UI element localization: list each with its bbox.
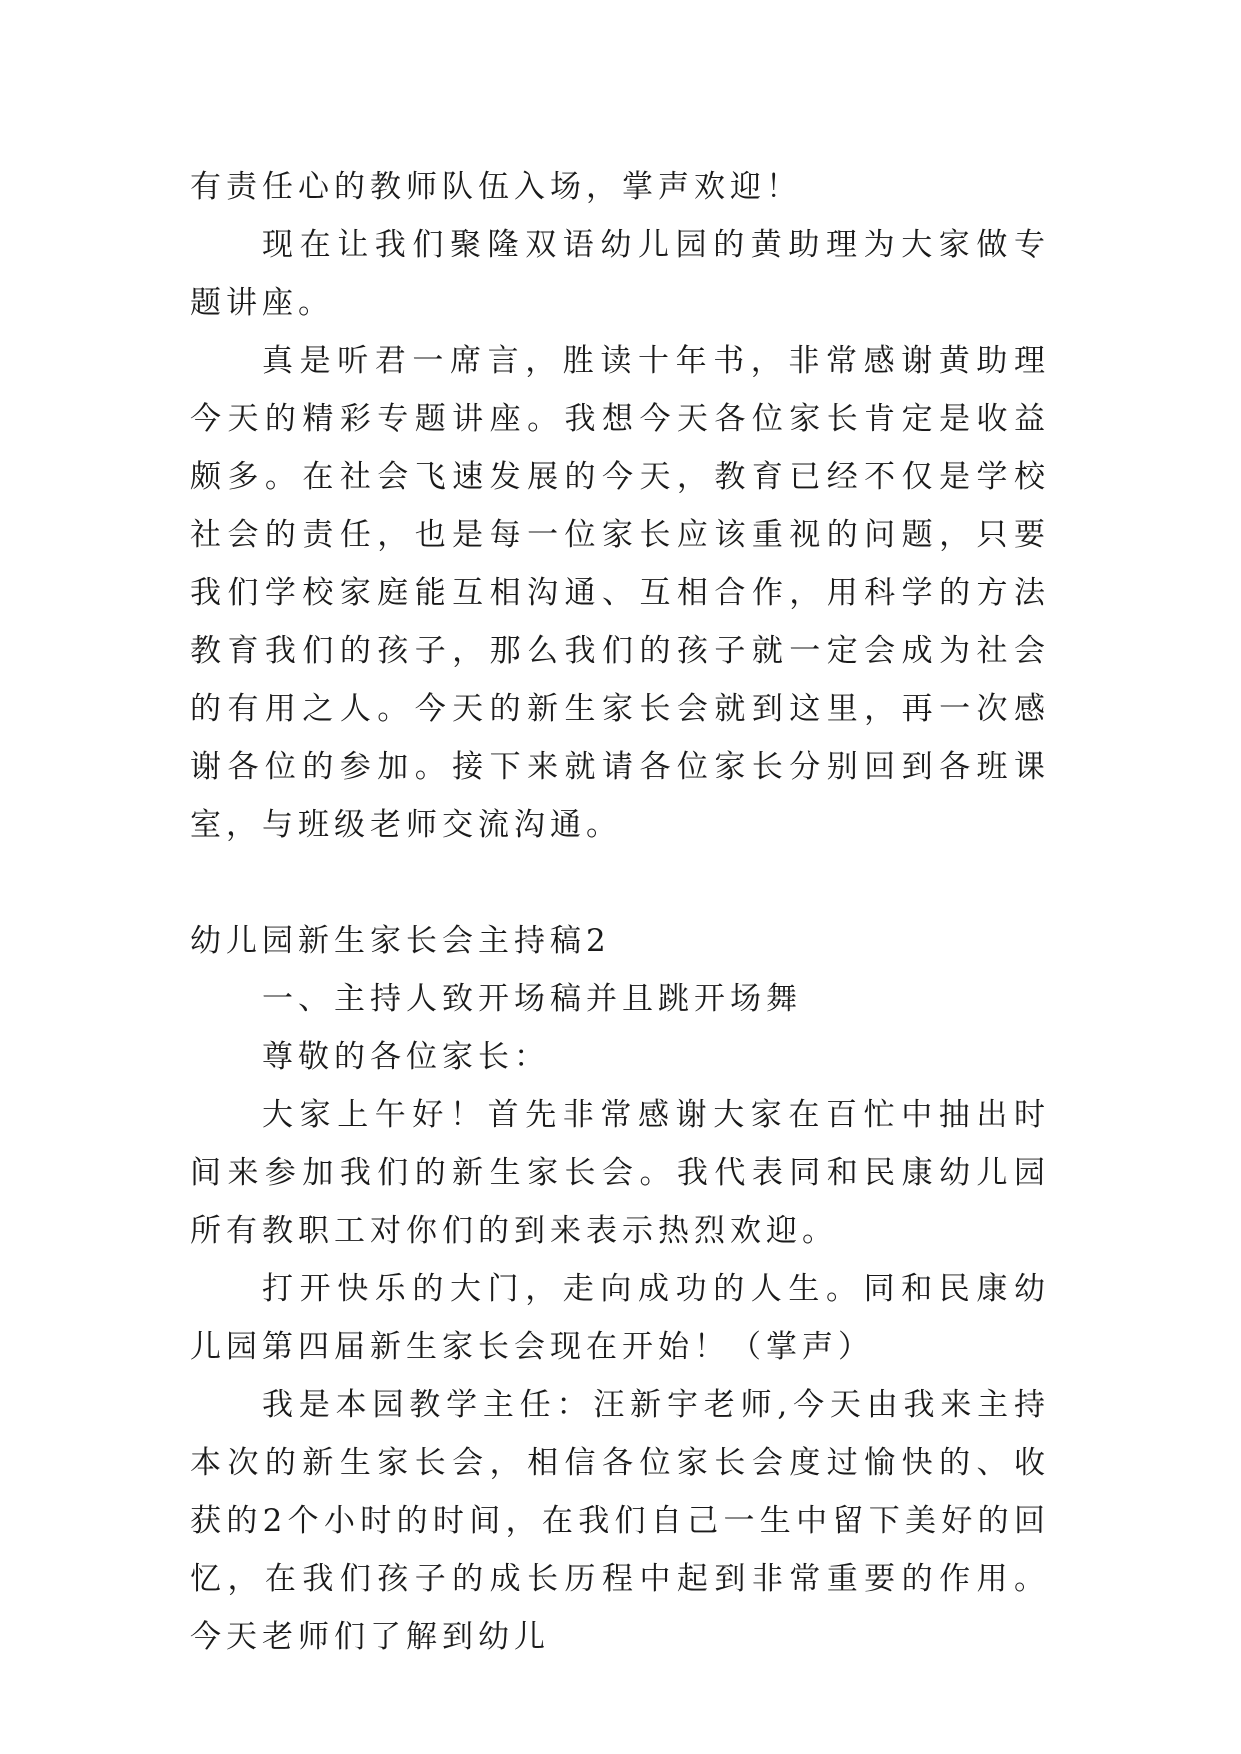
document-body (190, 158, 1050, 1666)
paragraph-host-intro: 我是本园教学主任：汪新宇老师,今天由我来主持本次的新生家长会，相信各位家长会度过愉快的、收获的2个小时的时间，在我们自己一生中留下美好的回忆，在我们孩子的成长历程中起到非常重要的作用。今天老师们了解到幼儿 (190, 1387, 1050, 1655)
paragraph-salutation: 尊敬的各位家长： (262, 1039, 550, 1075)
paragraph-closing-remarks: 真是听君一席言，胜读十年书，非常感谢黄助理今天的精彩专题讲座。我想今天各位家长肯定是收益颇多。在社会飞速发展的今天，教育已经不仅是学校社会的责任，也是每一位家长应该重视的问题，只要我们学校家庭能互相沟通、互相合作，用科学的方法教育我们的孩子，那么我们的孩子就一定会成为社会的有用之人。今天的新生家长会就到这里，再一次感谢各位的参加。接下来就请各位家长分别回到各班课室，与班级老师交流沟通。 (190, 343, 1050, 843)
paragraph-heading-one: 一、主持人致开场稿并且跳开场舞 (262, 981, 802, 1017)
paragraph-continuation: 有责任心的教师队伍入场，掌声欢迎！ (190, 169, 802, 205)
paragraph-greeting: 大家上午好！首先非常感谢大家在百忙中抽出时间来参加我们的新生家长会。我代表同和民康幼儿园所有教职工对你们的到来表示热烈欢迎。 (190, 1097, 1050, 1249)
section-title: 幼儿园新生家长会主持稿2 (190, 923, 611, 959)
paragraph-opening: 打开快乐的大门，走向成功的人生。同和民康幼儿园第四届新生家长会现在开始！（掌声） (190, 1271, 1050, 1365)
paragraph-lecture-intro: 现在让我们聚隆双语幼儿园的黄助理为大家做专题讲座。 (190, 227, 1050, 321)
